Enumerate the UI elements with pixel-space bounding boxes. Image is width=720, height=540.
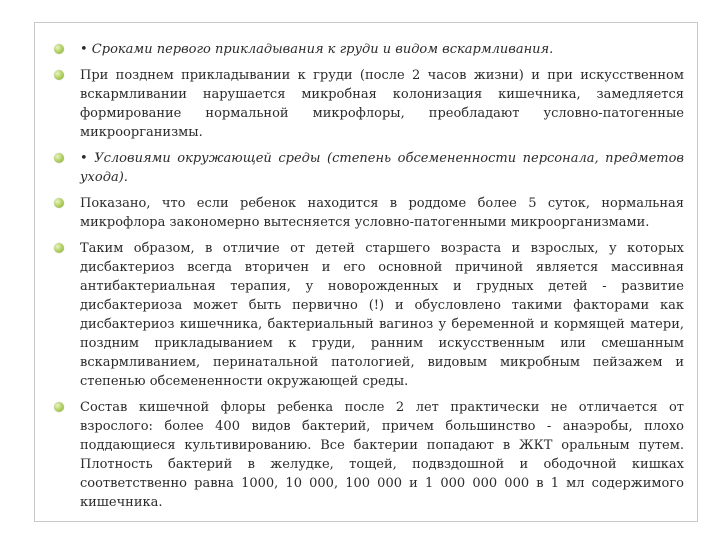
list-item xyxy=(52,194,684,232)
list-item xyxy=(52,239,684,391)
green-circle-bullet-icon xyxy=(54,70,64,80)
green-circle-bullet-icon xyxy=(54,153,64,163)
list-item xyxy=(52,40,684,59)
list-item xyxy=(52,398,684,512)
list-item-text: • Сроками первого прикладывания к груди и видом вскармливания. xyxy=(80,42,554,57)
bullet-list xyxy=(52,40,684,519)
green-circle-bullet-icon xyxy=(54,198,64,208)
green-circle-bullet-icon xyxy=(54,44,64,54)
list-item xyxy=(52,149,684,187)
green-circle-bullet-icon xyxy=(54,402,64,412)
list-item-text: • Условиями окружающей среды (степень обсемененности персонала, предметов ухода). xyxy=(80,151,684,185)
list-item-text: Показано, что если ребенок находится в роддоме более 5 суток, нормальная микрофлора закономерно вытесняется условно-патогенными микроорганизмами. xyxy=(80,196,684,230)
list-item-text: При позднем прикладывании к груди (после 2 часов жизни) и при искусственном вскармливании нарушается микробная колонизация кишечника, замедляется формирование нормальной микрофлоры, преобладают условно-патогенные микроорганизмы. xyxy=(80,68,684,140)
list-item-text: Состав кишечной флоры ребенка после 2 лет практически не отличается от взрослого: более 400 видов бактерий, причем большинство - анаэробы, плохо поддающиеся культивированию. Все бактерии попадают в ЖКТ оральным путем. Плотность бактерий в желудке, тощей, подвздошной и ободочной кишках соответственно равна 1000, 10 000, 100 000 и 1 000 000 000 в 1 мл содержимого кишечника. xyxy=(80,400,684,510)
list-item xyxy=(52,66,684,142)
list-item-text: Таким образом, в отличие от детей старшего возраста и взрослых, у которых дисбактериоз всегда вторичен и его основной причиной является массивная антибактериальная терапия, у новорожденных и грудных детей - развитие дисбактериоза может быть первично (!) и обусловлено такими факторами как дисбактериоз кишечника, бактериальный вагиноз у беременной и кормящей матери, поздним прикладыванием к груди, ранним искусственным или смешанным вскармливанием, перинатальной патологией, видовым микробным пейзажем и степенью обсемененности окружающей среды. xyxy=(80,241,684,389)
green-circle-bullet-icon xyxy=(54,243,64,253)
